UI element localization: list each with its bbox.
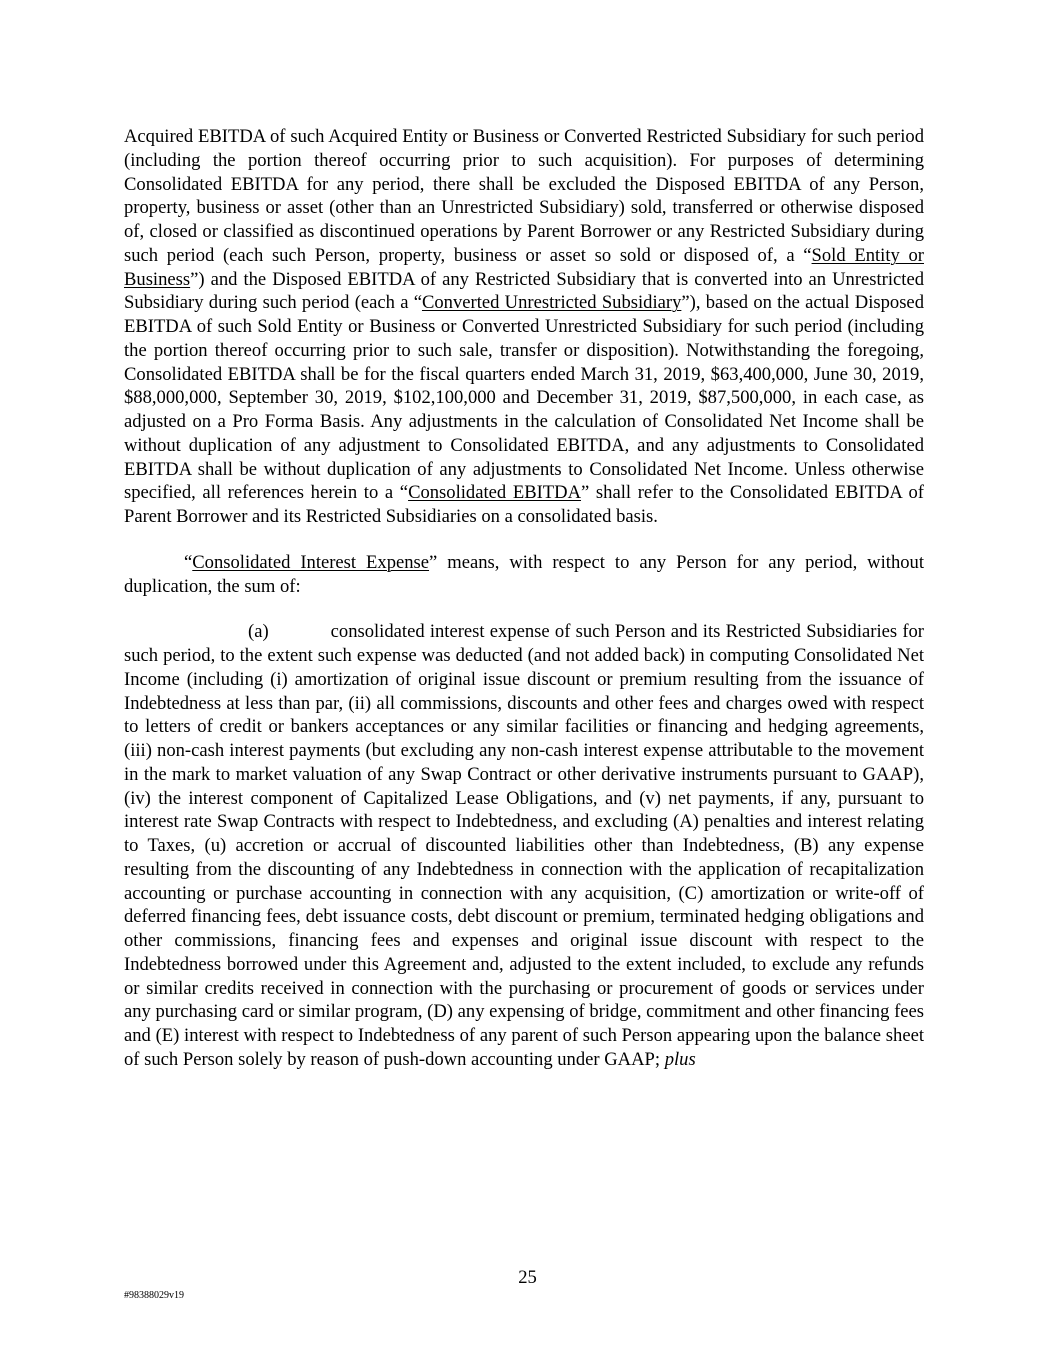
paragraph-ebitda-continuation: Acquired EBITDA of such Acquired Entity or Business or Converted Restricted Subsidiary for such period (including the portion thereof occurring prior to such acquisition). For purposes of determining Consolidated EBITDA for any period, there shall be excluded the Disposed EBITDA of any Person, property, business or asset (other than an Unrestricted Subsidiary) sold, transferred or otherwise disposed of, closed or classified as discontinued operations by Parent Borrower or any Restricted Subsidiary during such period (each such Person, property, business or asset so sold or disposed of, a “Sold Entity or Business”) and the Disposed EBITDA of any Restricted Subsidiary that is converted into an Unrestricted Subsidiary during such period (each a “Converted Unrestricted Subsidiary”), based on the actual Disposed EBITDA of such Sold Entity or Business or Converted Unrestricted Subsidiary for such period (including the portion thereof occurring prior to such sale, transfer or disposition). Notwithstanding the foregoing, Consolidated EBITDA shall be for the fiscal quarters ended March 31, 2019, $63,400,000, June 30, 2019, $88,000,000, September 30, 2019, $102,100,000 and December 31, 2019, $87,500,000, in each case, as adjusted on a Pro Forma Basis. Any adjustments in the calculation of Consolidated Net Income shall be without duplication of any adjustment to Consolidated EBITDA, and any adjustments to Consolidated EBITDA shall be without duplication of any adjustments to Consolidated Net Income. Unless otherwise specified, all references herein to a “Consolidated EBITDA” shall refer to the Consolidated EBITDA of Parent Borrower and its Restricted Subsidiaries on a consolidated basis.	[124, 126, 924, 527]
document-body	[124, 125, 924, 1072]
clause-a-text: consolidated interest expense of such Person and its Restricted Subsidiaries for such period, to the extent such expense was deducted (and not added back) in computing Consolidated Net Income (including (i) amortization of original issue discount or premium resulting from the issuance of Indebtedness at less than par, (ii) all commissions, discounts and other fees and charges owed with respect to letters of credit or bankers acceptances or any similar facilities or financing and hedging agreements, (iii) non-cash interest payments (but excluding any non-cash interest expense attributable to the movement in the mark to market valuation of any Swap Contract or other derivative instruments pursuant to GAAP), (iv) the interest component of Capitalized Lease Obligations, and (v) net payments, if any, pursuant to interest rate Swap Contracts with respect to Indebtedness, and excluding (A) penalties and interest relating to Taxes, (u) accretion or accrual of discounted liabilities other than Indebtedness, (B) any expense resulting from the discounting of any Indebtedness in connection with the application of recapitalization accounting or purchase accounting in connection with any acquisition, (C) amortization or write-off of deferred financing fees, debt issuance costs, debt discount or premium, terminated hedging obligations and other commissions, financing fees and expenses and original issue discount with respect to the Indebtedness borrowed under this Agreement and, adjusted to the extent included, to exclude any refunds or similar credits received in connection with the purchasing or procurement of goods or services under any purchasing card or similar program, (D) any expensing of bridge, commitment and other financing fees and (E) interest with respect to Indebtedness of any parent of such Person appearing upon the balance sheet of such Person solely by reason of push-down accounting under GAAP;	[124, 621, 924, 1070]
defined-term-converted-unrestricted-subsidiary: Converted Unrestricted Subsidiary	[421, 292, 682, 314]
defined-term-sold-entity-or-business: Sold Entity or Business	[124, 244, 924, 290]
document-id: #98388029v19	[124, 1290, 184, 1301]
clause-a	[124, 620, 924, 1071]
paragraph-consolidated-interest-expense-definition: “Consolidated Interest Expense” means, with respect to any Person for any period, without duplication, the sum of:	[124, 551, 924, 597]
defined-term-consolidated-ebitda: Consolidated EBITDA	[408, 482, 582, 504]
page-number: 25	[518, 1267, 537, 1288]
clause-a-trailing-word: plus	[664, 1048, 696, 1070]
clause-a-label: (a)	[248, 621, 269, 643]
defined-term-consolidated-interest-expense: Consolidated Interest Expense	[192, 551, 430, 573]
